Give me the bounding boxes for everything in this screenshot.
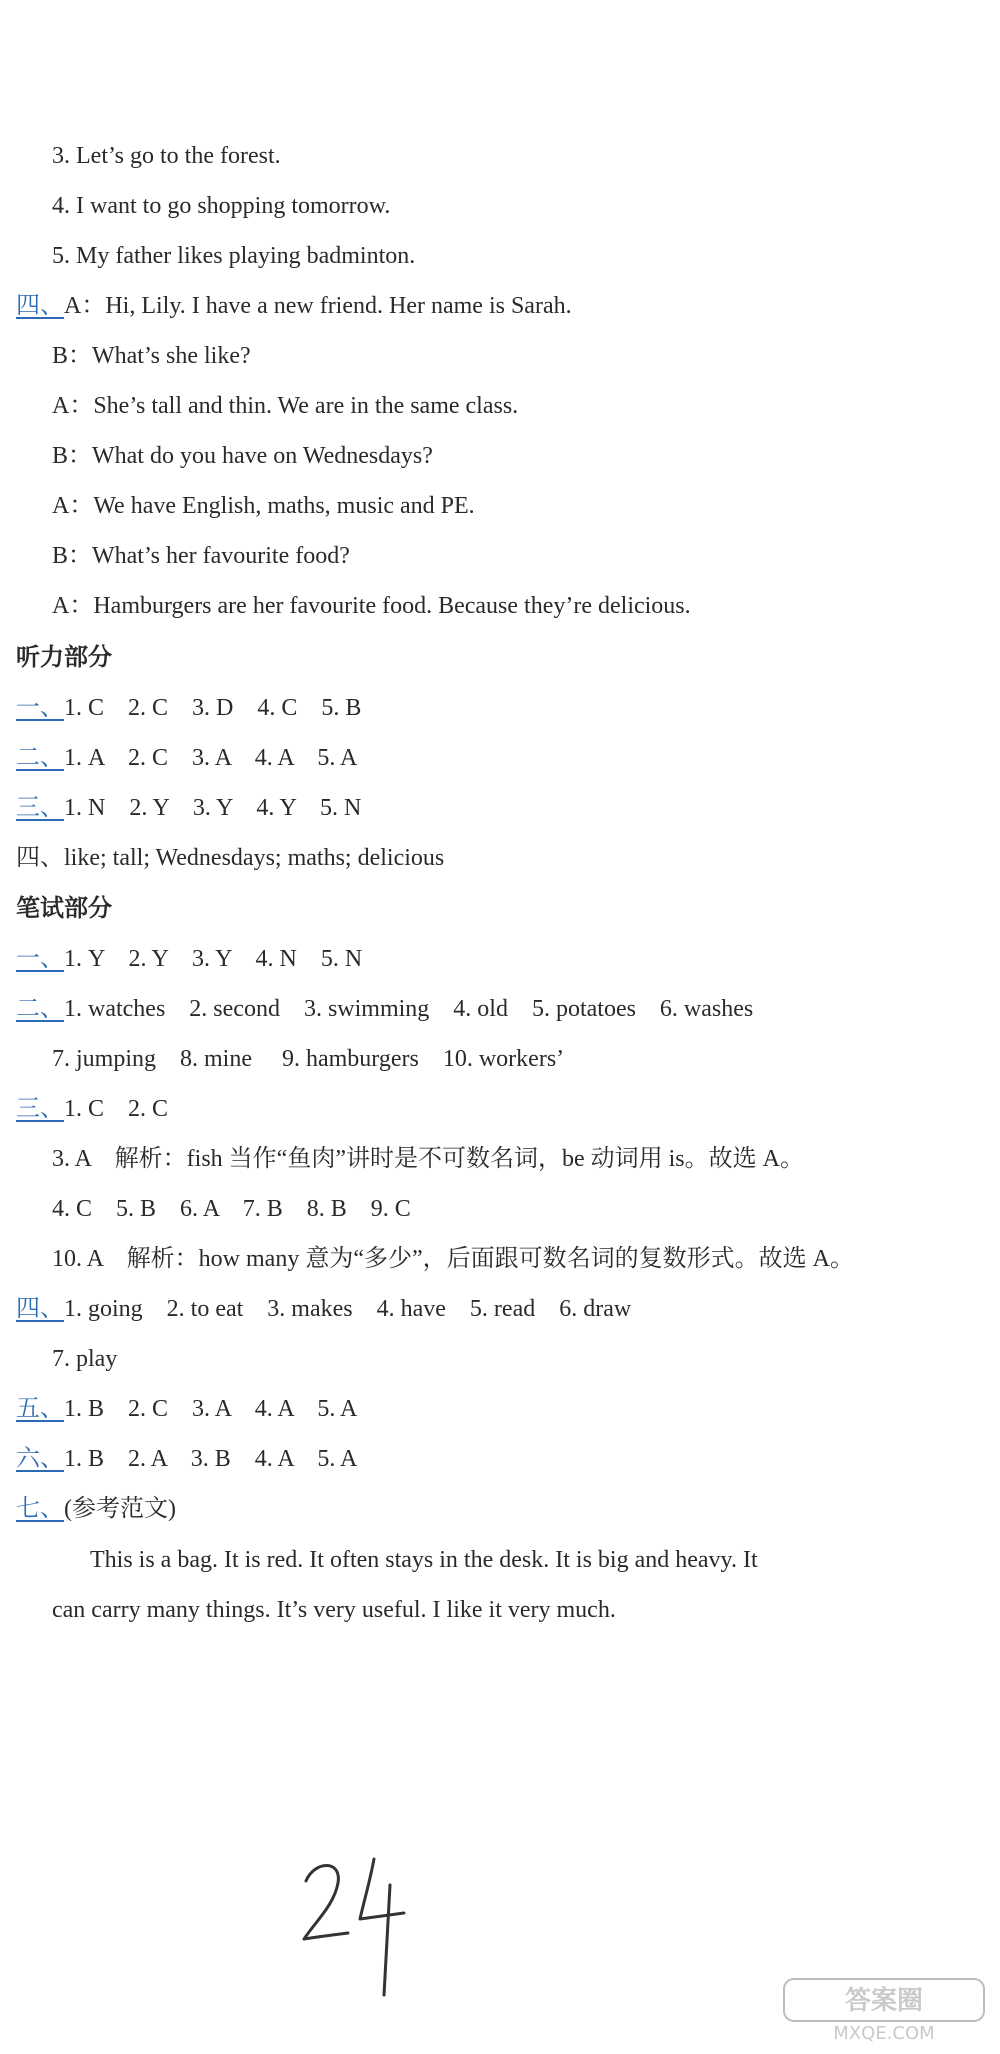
answer-row bbox=[16, 1093, 168, 1125]
section-marker: 四、 bbox=[16, 845, 64, 871]
answer-row bbox=[16, 792, 361, 824]
section-heading-written: 笔试部分 bbox=[16, 894, 112, 922]
dialogue-text: A：Hi, Lily. I have a new friend. Her name is Sarah. bbox=[64, 293, 572, 319]
answer-row bbox=[16, 993, 753, 1025]
answer-line: 5. My father likes playing badminton. bbox=[52, 243, 416, 269]
section-marker: 五、 bbox=[16, 1396, 64, 1422]
answer-row: 7. jumping 8. mine 9. hamburgers 10. workers’ bbox=[52, 1046, 565, 1072]
essay-line: This is a bag. It is red. It often stays in the desk. It is big and heavy. It bbox=[90, 1547, 758, 1573]
answer-row bbox=[16, 1393, 357, 1425]
answer-row: 3. A 解析：fish 当作“鱼肉”讲时是不可数名词，be 动词用 is。故选 A。 bbox=[52, 1146, 804, 1172]
dialogue-line: A：She’s tall and thin. We are in the same class. bbox=[52, 393, 519, 419]
dialogue-line bbox=[16, 290, 572, 322]
dialogue-line: A：We have English, maths, music and PE. bbox=[52, 493, 475, 519]
answer-text: 1. N 2. Y 3. Y 4. Y 5. N bbox=[64, 795, 362, 821]
answer-text: 1. C 2. C 3. D 4. C 5. B bbox=[64, 695, 362, 721]
answer-row: 7. play bbox=[52, 1346, 118, 1372]
section-marker: 二、 bbox=[16, 745, 64, 771]
answer-line: 4. I want to go shopping tomorrow. bbox=[52, 193, 391, 219]
answer-text: (参考范文) bbox=[64, 1496, 176, 1522]
answer-text: 1. going 2. to eat 3. makes 4. have 5. read 6. draw bbox=[64, 1296, 632, 1322]
svg-text:MXQE.COM: MXQE.COM bbox=[833, 2023, 935, 2044]
section-marker: 一、 bbox=[16, 946, 64, 972]
section-marker: 六、 bbox=[16, 1446, 64, 1472]
answer-row: 4. C 5. B 6. A 7. B 8. B 9. C bbox=[52, 1196, 411, 1222]
essay-line: can carry many things. It’s very useful. I like it very much. bbox=[52, 1597, 616, 1623]
answer-row bbox=[16, 1293, 631, 1325]
answer-text: like; tall; Wednesdays; maths; delicious bbox=[64, 845, 445, 871]
section-marker: 二、 bbox=[16, 996, 64, 1022]
section-marker: 一、 bbox=[16, 695, 64, 721]
dialogue-line: B：What’s she like? bbox=[52, 343, 251, 369]
answer-text: 1. Y 2. Y 3. Y 4. N 5. N bbox=[64, 946, 363, 972]
dialogue-line: B：What’s her favourite food? bbox=[52, 543, 350, 569]
section-marker: 三、 bbox=[16, 795, 64, 821]
answer-text: 1. A 2. C 3. A 4. A 5. A bbox=[64, 745, 358, 771]
answer-text: 1. C 2. C bbox=[64, 1096, 169, 1122]
answer-row bbox=[16, 943, 362, 975]
dialogue-line: A：Hamburgers are her favourite food. Because they’re delicious. bbox=[52, 593, 691, 619]
answer-row bbox=[16, 842, 444, 874]
answer-row bbox=[16, 1493, 176, 1525]
section-heading-listening: 听力部分 bbox=[16, 643, 112, 671]
watermark-logo bbox=[774, 1975, 994, 2050]
section-marker: 三、 bbox=[16, 1096, 64, 1122]
answer-row bbox=[16, 1443, 357, 1475]
section-marker: 四、 bbox=[16, 293, 64, 319]
answer-row: 10. A 解析：how many 意为“多少”，后面跟可数名词的复数形式。故选 A。 bbox=[52, 1246, 854, 1272]
answer-text: 1. watches 2. second 3. swimming 4. old 5. potatoes 6. washes bbox=[64, 996, 754, 1022]
answer-row bbox=[16, 742, 357, 774]
answer-text: 1. B 2. C 3. A 4. A 5. A bbox=[64, 1396, 358, 1422]
section-marker: 七、 bbox=[16, 1496, 64, 1522]
answer-line: 3. Let’s go to the forest. bbox=[52, 143, 281, 169]
section-marker: 四、 bbox=[16, 1296, 64, 1322]
answer-text: 1. B 2. A 3. B 4. A 5. A bbox=[64, 1446, 358, 1472]
dialogue-line: B：What do you have on Wednesdays? bbox=[52, 443, 433, 469]
answer-row bbox=[16, 692, 361, 724]
svg-text:答案圈: 答案圈 bbox=[844, 1986, 924, 2016]
handwritten-page-number bbox=[300, 1855, 410, 2010]
